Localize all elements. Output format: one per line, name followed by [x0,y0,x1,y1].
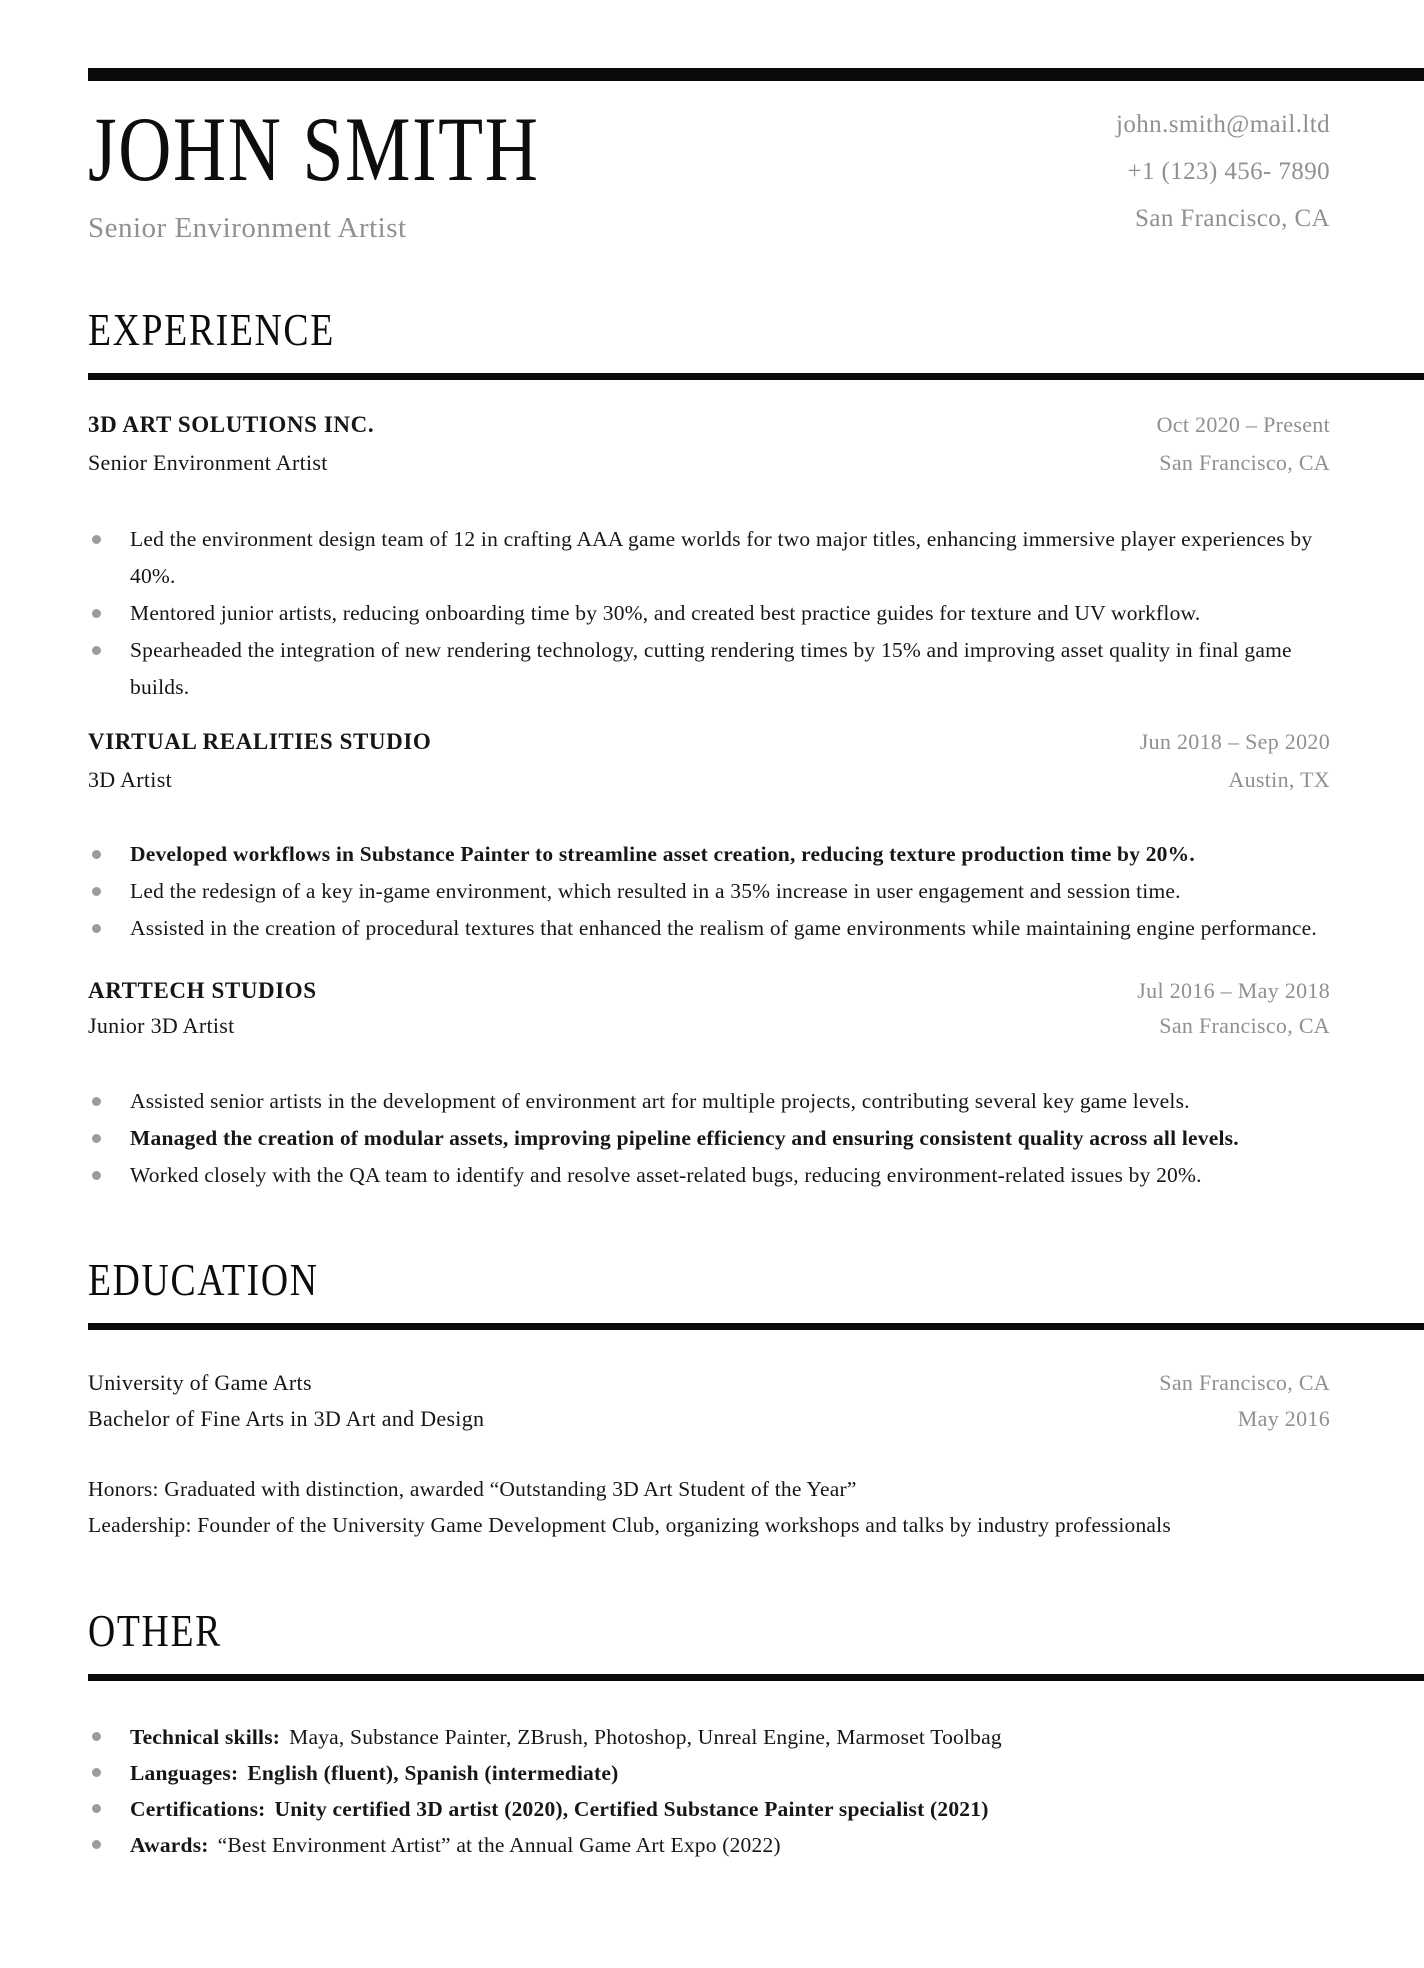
contact-block [1116,101,1330,242]
bullet-dot-icon [92,1840,101,1849]
job-bullet-list [88,521,1330,706]
job-bullet: Worked closely with the QA team to identify and resolve asset-related bugs, reducing environment-related issues by 20%. [88,1157,1330,1194]
bullet-dot-icon [92,1097,101,1106]
bullet-dot-icon [92,1171,101,1180]
company-name: 3D ART SOLUTIONS INC. [88,412,375,437]
bullet-dot-icon [92,887,101,896]
job-bullet: Led the environment design team of 12 in crafting AAA game worlds for two major titles, enhancing immersive player experiences by 40%. [88,521,1330,595]
header [88,81,1330,245]
job-dates: Jun 2018 – Sep 2020 [1139,729,1330,754]
section-heading-other: OTHER [88,1605,222,1656]
job-dates: Oct 2020 – Present [1156,412,1330,437]
job-bullet: Assisted senior artists in the development of environment art for multiple projects, contributing several key game levels. [88,1083,1330,1120]
job-location: Austin, TX [1228,767,1330,792]
company-name: VIRTUAL REALITIES STUDIO [88,729,432,754]
other-list [88,1719,1330,1863]
bullet-dot-icon [92,850,101,859]
job-entry [88,411,1330,706]
contact-phone: +1 (123) 456- 7890 [1127,158,1330,185]
school-location: San Francisco, CA [1159,1370,1330,1395]
job-role: 3D Artist [88,767,172,792]
person-name: JOHN SMITH [88,98,540,200]
other-item-technical-skills: Technical skills: Maya, Substance Painter, ZBrush, Photoshop, Unreal Engine, Marmoset Toolbag [88,1719,1330,1755]
bullet-dot-icon [92,646,101,655]
job-bullet: Spearheaded the integration of new rendering technology, cutting rendering times by 15% and improving asset quality in final game builds. [88,632,1330,706]
section-rule-education [88,1323,1424,1330]
job-dates: Jul 2016 – May 2018 [1137,978,1330,1003]
other-item-languages: Languages: English (fluent), Spanish (intermediate) [88,1755,1330,1791]
bullet-dot-icon [92,1768,101,1777]
other-item-certifications: Certifications: Unity certified 3D artist (2020), Certified Substance Painter specialist (2021) [88,1791,1330,1827]
job-bullet-list [88,836,1330,947]
education-entry [88,1365,1330,1437]
job-bullet: Managed the creation of modular assets, improving pipeline efficiency and ensuring consistent quality across all levels. [88,1120,1330,1157]
company-name: ARTTECH STUDIOS [88,978,317,1003]
bullet-dot-icon [92,1732,101,1741]
job-role: Junior 3D Artist [88,1013,235,1038]
bullet-dot-icon [92,535,101,544]
education-honors-line: Honors: Graduated with distinction, awarded “Outstanding 3D Art Student of the Year” [88,1477,857,1501]
other-item-awards: Awards: “Best Environment Artist” at the Annual Game Art Expo (2022) [88,1827,1330,1863]
job-bullet: Mentored junior artists, reducing onboarding time by 30%, and created best practice guides for texture and UV workflow. [88,595,1330,632]
header-left [88,81,652,245]
contact-location: San Francisco, CA [1135,205,1330,232]
top-accent-bar [88,68,1424,81]
education-leadership-line: Leadership: Founder of the University Game Development Club, organizing workshops and talks by industry professionals [88,1513,1171,1537]
job-location: San Francisco, CA [1159,1013,1330,1038]
job-bullet: Developed workflows in Substance Painter to streamline asset creation, reducing texture production time by 20%. [88,836,1330,873]
bullet-dot-icon [92,1804,101,1813]
job-bullet-list [88,1083,1330,1194]
degree-name: Bachelor of Fine Arts in 3D Art and Design [88,1406,485,1431]
job-entry [88,728,1330,947]
job-entry [88,977,1330,1194]
job-bullet: Assisted in the creation of procedural textures that enhanced the realism of game environments while maintaining engine performance. [88,910,1330,947]
section-heading-experience: EXPERIENCE [88,304,335,355]
bullet-dot-icon [92,609,101,618]
section-rule-experience [88,373,1424,380]
school-name: University of Game Arts [88,1370,312,1395]
section-rule-other [88,1674,1424,1681]
graduation-date: May 2016 [1237,1406,1330,1431]
bullet-dot-icon [92,1134,101,1143]
job-location: San Francisco, CA [1159,450,1330,475]
education-notes [88,1471,1330,1543]
section-heading-education: EDUCATION [88,1254,319,1305]
contact-email: john.smith@mail.ltd [1116,111,1330,138]
job-role: Senior Environment Artist [88,450,328,475]
job-bullet: Led the redesign of a key in-game environment, which resulted in a 35% increase in user engagement and session time. [88,873,1330,910]
bullet-dot-icon [92,924,101,933]
person-job-title: Senior Environment Artist [88,212,407,244]
